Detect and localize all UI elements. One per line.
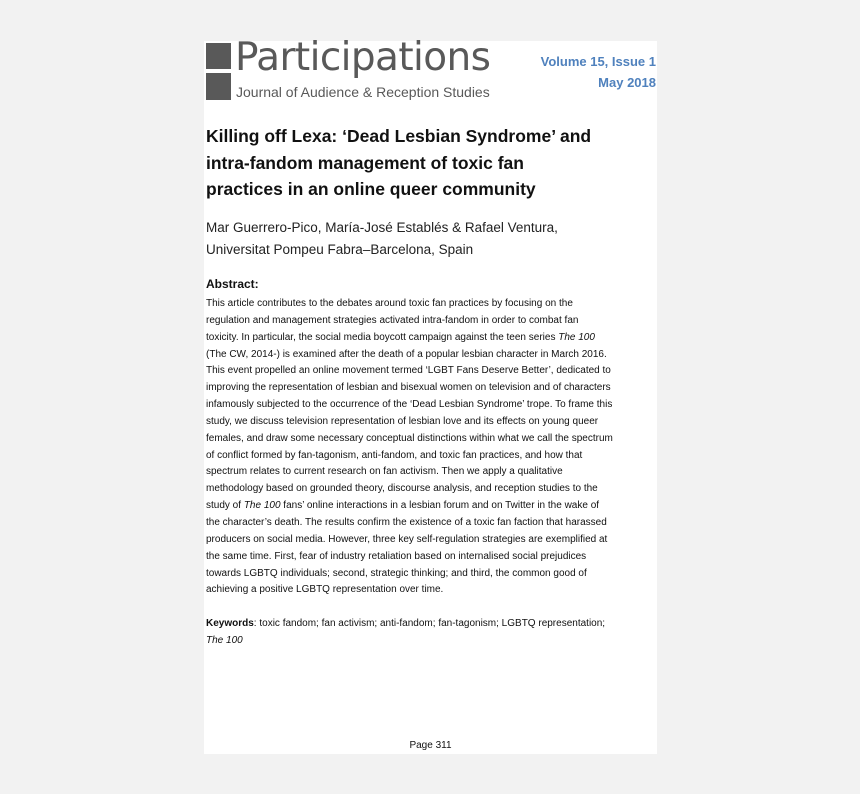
keywords-block: [206, 616, 658, 650]
journal-logo: [206, 35, 496, 101]
abstract-line: the character’s death. The results confirm the existence of a toxic fan faction that harassed: [206, 516, 607, 528]
article-title: [206, 123, 656, 203]
abstract-line: towards LGBTQ individuals; second, strategic thinking; and third, the common good of: [206, 567, 587, 579]
abstract-line: (The CW, 2014-) is examined after the death of a popular lesbian character in March 2016.: [206, 348, 607, 360]
title-line: intra-fandom management of toxic fan: [206, 152, 524, 173]
journal-subtitle: Journal of Audience & Reception Studies: [236, 84, 490, 100]
issue-info: [541, 51, 656, 93]
abstract-body: [206, 296, 658, 599]
abstract-line: toxicity. In particular, the social media boycott campaign against the teen series The 100: [206, 331, 595, 343]
volume-issue: Volume 15, Issue 1: [540, 54, 656, 69]
abstract-line: improving the representation of lesbian and bisexual women on television and of characters: [206, 382, 611, 394]
issue-date: May 2018: [598, 75, 656, 90]
author-names: Mar Guerrero-Pico, María-José Establés & Rafael Ventura,: [206, 220, 558, 235]
author-affiliation: Universitat Pompeu Fabra–Barcelona, Spain: [206, 242, 474, 257]
abstract-line: the same time. First, fear of industry retaliation based on internalised social prejudices: [206, 550, 587, 562]
abstract-line: achieving a positive LGBTQ representation over time.: [206, 584, 444, 596]
abstract-line: females, and draw some necessary conceptual distinctions within what we call the spectrum: [206, 432, 613, 444]
abstract-line: producers on social media. However, three key self-regulation strategies are exemplified at: [206, 533, 608, 545]
series-title: The 100: [243, 500, 281, 512]
keywords-line: [206, 616, 658, 633]
abstract-heading: Abstract:: [206, 277, 259, 291]
page-number: Page 311: [409, 740, 452, 751]
title-line: practices in an online queer community: [206, 179, 536, 199]
abstract-line: infamously subjected to the occurrence of the ‘Dead Lesbian Syndrome’ trope. To frame this: [206, 399, 613, 411]
keywords-text: : toxic fandom; fan activism; anti-fandom; fan-tagonism; LGBTQ representation;: [253, 618, 606, 629]
logo-square-top: [206, 43, 231, 69]
title-line: Killing off Lexa: ‘Dead Lesbian Syndrome’ and: [206, 126, 592, 146]
author-block: [206, 217, 656, 261]
abstract-line: study of The 100 fans’ online interactions in a lesbian forum and on Twitter in the wake of: [206, 500, 600, 512]
abstract-line: study, we discuss television representation of lesbian love and its effects on young queer: [206, 415, 599, 427]
keywords-label: Keywords: [206, 618, 254, 629]
abstract-line: regulation and management strategies activated intra-fandom in order to combat fan: [206, 314, 579, 326]
abstract-line: spectrum relates to current research on fan activism. Then we apply a qualitative: [206, 466, 563, 478]
abstract-line: This article contributes to the debates around toxic fan practices by focusing on the: [206, 298, 573, 309]
series-title: The 100: [558, 331, 595, 343]
paper-page: [204, 35, 657, 754]
keywords-last: The 100: [206, 634, 243, 646]
logo-square-bottom: [206, 73, 231, 100]
abstract-line: methodology based on grounded theory, discourse analysis, and reception studies to the: [206, 483, 598, 495]
journal-name: Participations: [235, 35, 491, 80]
abstract-line: of conflict formed by fan-tagonism, anti-fandom, and toxic fan practices, and how that: [206, 449, 583, 461]
abstract-line: This event propelled an online movement termed ‘LGBT Fans Deserve Better’, dedicated to: [206, 365, 611, 377]
keywords-line: [206, 633, 658, 650]
